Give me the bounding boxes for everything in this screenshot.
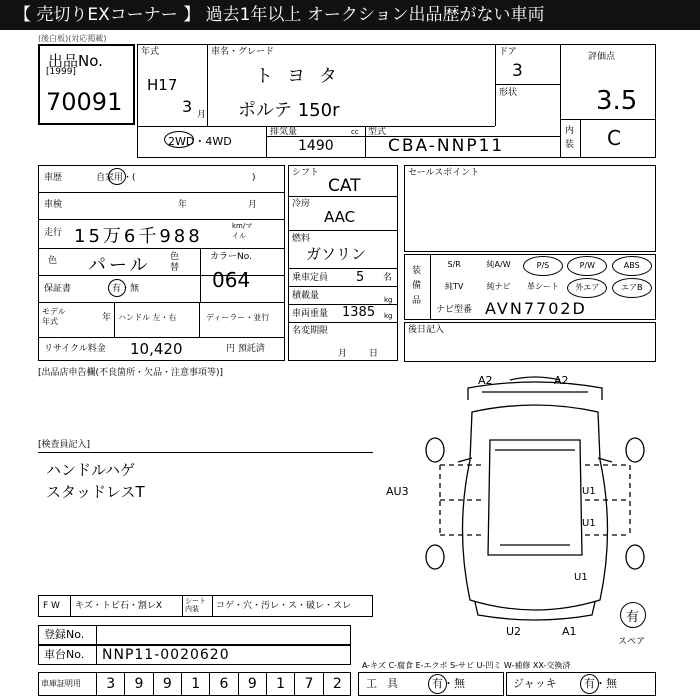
warranty-label: 保証書: [44, 284, 72, 294]
cert-digit: 2: [323, 672, 351, 696]
score-value: 3.5: [596, 86, 638, 116]
load-label: 積載量: [292, 291, 320, 301]
color-label: 色: [48, 256, 58, 266]
cert-digit: 7: [294, 672, 322, 696]
equipment-item: 純ナビ: [486, 282, 511, 291]
color-no-value: 064: [212, 268, 251, 292]
top-note: (後白板)(対応掲載): [38, 34, 107, 43]
equipment-row-1: [432, 256, 654, 276]
chassis-label: 車台No.: [44, 648, 85, 661]
cert-digit: 1: [266, 672, 294, 696]
handle-label: ハンドル 左・右: [118, 313, 177, 322]
mileage-value: 15万6千988: [74, 226, 203, 247]
mark-u1-c: U1: [574, 572, 588, 583]
color-change: 色替: [170, 252, 180, 273]
model-year-label: モデル年式: [42, 307, 66, 326]
warranty-circle: [108, 279, 126, 297]
color-value: パール: [88, 255, 151, 276]
cc-value: 1490: [298, 138, 334, 154]
mark-a2-left: A2: [478, 374, 493, 387]
equipment-item: ABS: [612, 256, 652, 276]
year-value: H17: [147, 76, 178, 94]
warranty-value: 有・無: [112, 284, 140, 294]
inspection-label: 車検: [44, 200, 63, 210]
spare-label: スペア: [618, 637, 646, 647]
equipment-item: P/W: [567, 256, 607, 276]
equipment-item: エアB: [612, 278, 652, 298]
fw-seat: シート内装: [185, 597, 206, 613]
cc-label: 排気量: [270, 127, 298, 137]
recycle-label: リサイクル料金: [44, 344, 106, 354]
cert-digit: 3: [96, 672, 124, 696]
navi-label: ナビ型番: [436, 305, 473, 315]
inspector-label: [検査員記入]: [38, 440, 91, 450]
inspection-year: 年: [178, 200, 188, 210]
mark-u2: U2: [506, 625, 522, 638]
equipment-label: 装備品: [412, 266, 422, 306]
lot-title: 出品No.: [48, 52, 103, 70]
cert-digit: 1: [181, 672, 209, 696]
inspector-line-1: ハンドルハゲ: [46, 461, 135, 479]
history-close: ): [252, 173, 256, 183]
mileage-unit: km/マイル: [232, 222, 253, 240]
month-value: 3: [182, 97, 193, 116]
fw-text-2: コゲ・穴・汚レ・ス・破レ・スレ: [216, 601, 352, 611]
load-unit: kg: [384, 296, 393, 304]
model-year-unit: 年: [102, 313, 112, 323]
inspector-note-label: 後日記入: [408, 325, 445, 335]
mileage-label: 走行: [44, 228, 63, 238]
mark-a1: A1: [562, 625, 577, 638]
registration-row: [38, 625, 351, 645]
shape-label: 形状: [499, 88, 518, 98]
year-label: 年式: [141, 47, 160, 57]
ac-value: AAC: [324, 208, 356, 226]
name-change-unit: 月日: [338, 349, 401, 359]
fuel-label: 燃料: [292, 234, 311, 244]
fuel-value: ガソリン: [306, 245, 367, 263]
score-label: 評価点: [588, 52, 616, 62]
jack-label: ジャッキ: [513, 677, 557, 690]
cert-digit: 9: [238, 672, 266, 696]
weight-value: 1385: [342, 305, 376, 320]
doors-label: ドア: [499, 47, 517, 57]
drive-value: 2WD・4WD: [168, 135, 232, 148]
capacity-value: 5: [356, 270, 365, 285]
recycle-unit: 円 預託済: [226, 344, 265, 354]
month-unit: 月: [197, 110, 207, 120]
shift-value: CAT: [328, 176, 361, 196]
navi-value: AVN7702D: [485, 299, 587, 318]
equipment-item: P/S: [523, 256, 563, 276]
interior-label: 内装: [565, 126, 575, 150]
jack-circle: [580, 674, 599, 694]
weight-unit: kg: [384, 312, 393, 320]
mark-u1-a: U1: [582, 486, 596, 497]
tools-label: 工具: [366, 677, 408, 690]
tools-value: 有・無: [432, 677, 465, 690]
drive-circle: [164, 131, 194, 148]
maker-value: トヨタ: [255, 66, 351, 87]
name-label: 車名・グレード: [211, 47, 275, 57]
sales-point-label: セールスポイント: [408, 168, 480, 178]
vehicle-info-grid: [38, 165, 285, 361]
car-damage-diagram: [410, 370, 660, 640]
interior-value: C: [607, 126, 621, 150]
recycle-value: 10,420: [130, 340, 183, 358]
equipment-item: 純TV: [445, 282, 464, 291]
capacity-unit: 名: [383, 273, 393, 283]
shift-label: シフト: [292, 168, 320, 178]
equipment-row-2: [432, 278, 654, 298]
model-value: ポルテ 150r: [238, 100, 340, 121]
cert-label: 車庫証明用: [41, 679, 81, 688]
doors-value: 3: [512, 61, 523, 81]
color-no-label: カラーNo.: [210, 252, 252, 262]
inspection-month: 月: [248, 200, 258, 210]
ac-label: 冷房: [292, 199, 311, 209]
equipment-item: 外エア: [567, 278, 607, 298]
mark-u1-b: U1: [582, 518, 596, 529]
chassis-value: NNP11-0020620: [102, 647, 230, 663]
dealer-label: ディーラー・並行: [206, 313, 270, 322]
equipment-item: 革シート: [526, 282, 559, 291]
fw-label: F W: [43, 601, 60, 611]
mark-au3: AU3: [386, 485, 409, 498]
cc-unit: cc: [351, 128, 359, 136]
registration-label: 登録No.: [44, 628, 85, 641]
equipment-item: 純A/W: [486, 260, 511, 269]
page-banner: 【 売切りEXコーナー 】 過去1年以上 オークション出品歴がない車両: [0, 0, 700, 30]
history-circle: [108, 168, 126, 185]
cert-digit: 6: [209, 672, 237, 696]
equipment-item: S/R: [447, 260, 461, 269]
type-value: CBA-NNP11: [388, 136, 505, 156]
sales-point-box: [404, 165, 656, 252]
fw-text-1: キズ・トビ石・割レX: [75, 601, 162, 611]
capacity-label: 乗車定員: [292, 273, 329, 283]
lot-small: [1999]: [46, 67, 76, 77]
cert-digit: 9: [153, 672, 181, 696]
jack-value: 有・無: [584, 677, 617, 690]
history-label: 車歴: [44, 173, 63, 183]
lot-number: 70091: [46, 88, 123, 116]
cert-digits: [96, 672, 351, 696]
name-change-label: 名変期限: [292, 326, 329, 336]
legend: A-キズ C-腐食 E-エクボ S-サビ U-凹ミ W-補修 XX-交換済: [362, 661, 571, 670]
cert-digit: 9: [124, 672, 152, 696]
type-label: 型式: [368, 127, 387, 137]
mark-a2-right: A2: [554, 374, 569, 387]
history-value: 自家用・(: [96, 173, 136, 183]
weight-label: 車両重量: [292, 309, 329, 319]
tools-circle: [428, 674, 447, 694]
exhibitor-label: [出品店申告欄(不良箇所・欠品・注意事項等)]: [38, 368, 224, 378]
spare-mark: 有: [626, 610, 640, 625]
inspector-line-2: スタッドレスT: [46, 483, 145, 501]
